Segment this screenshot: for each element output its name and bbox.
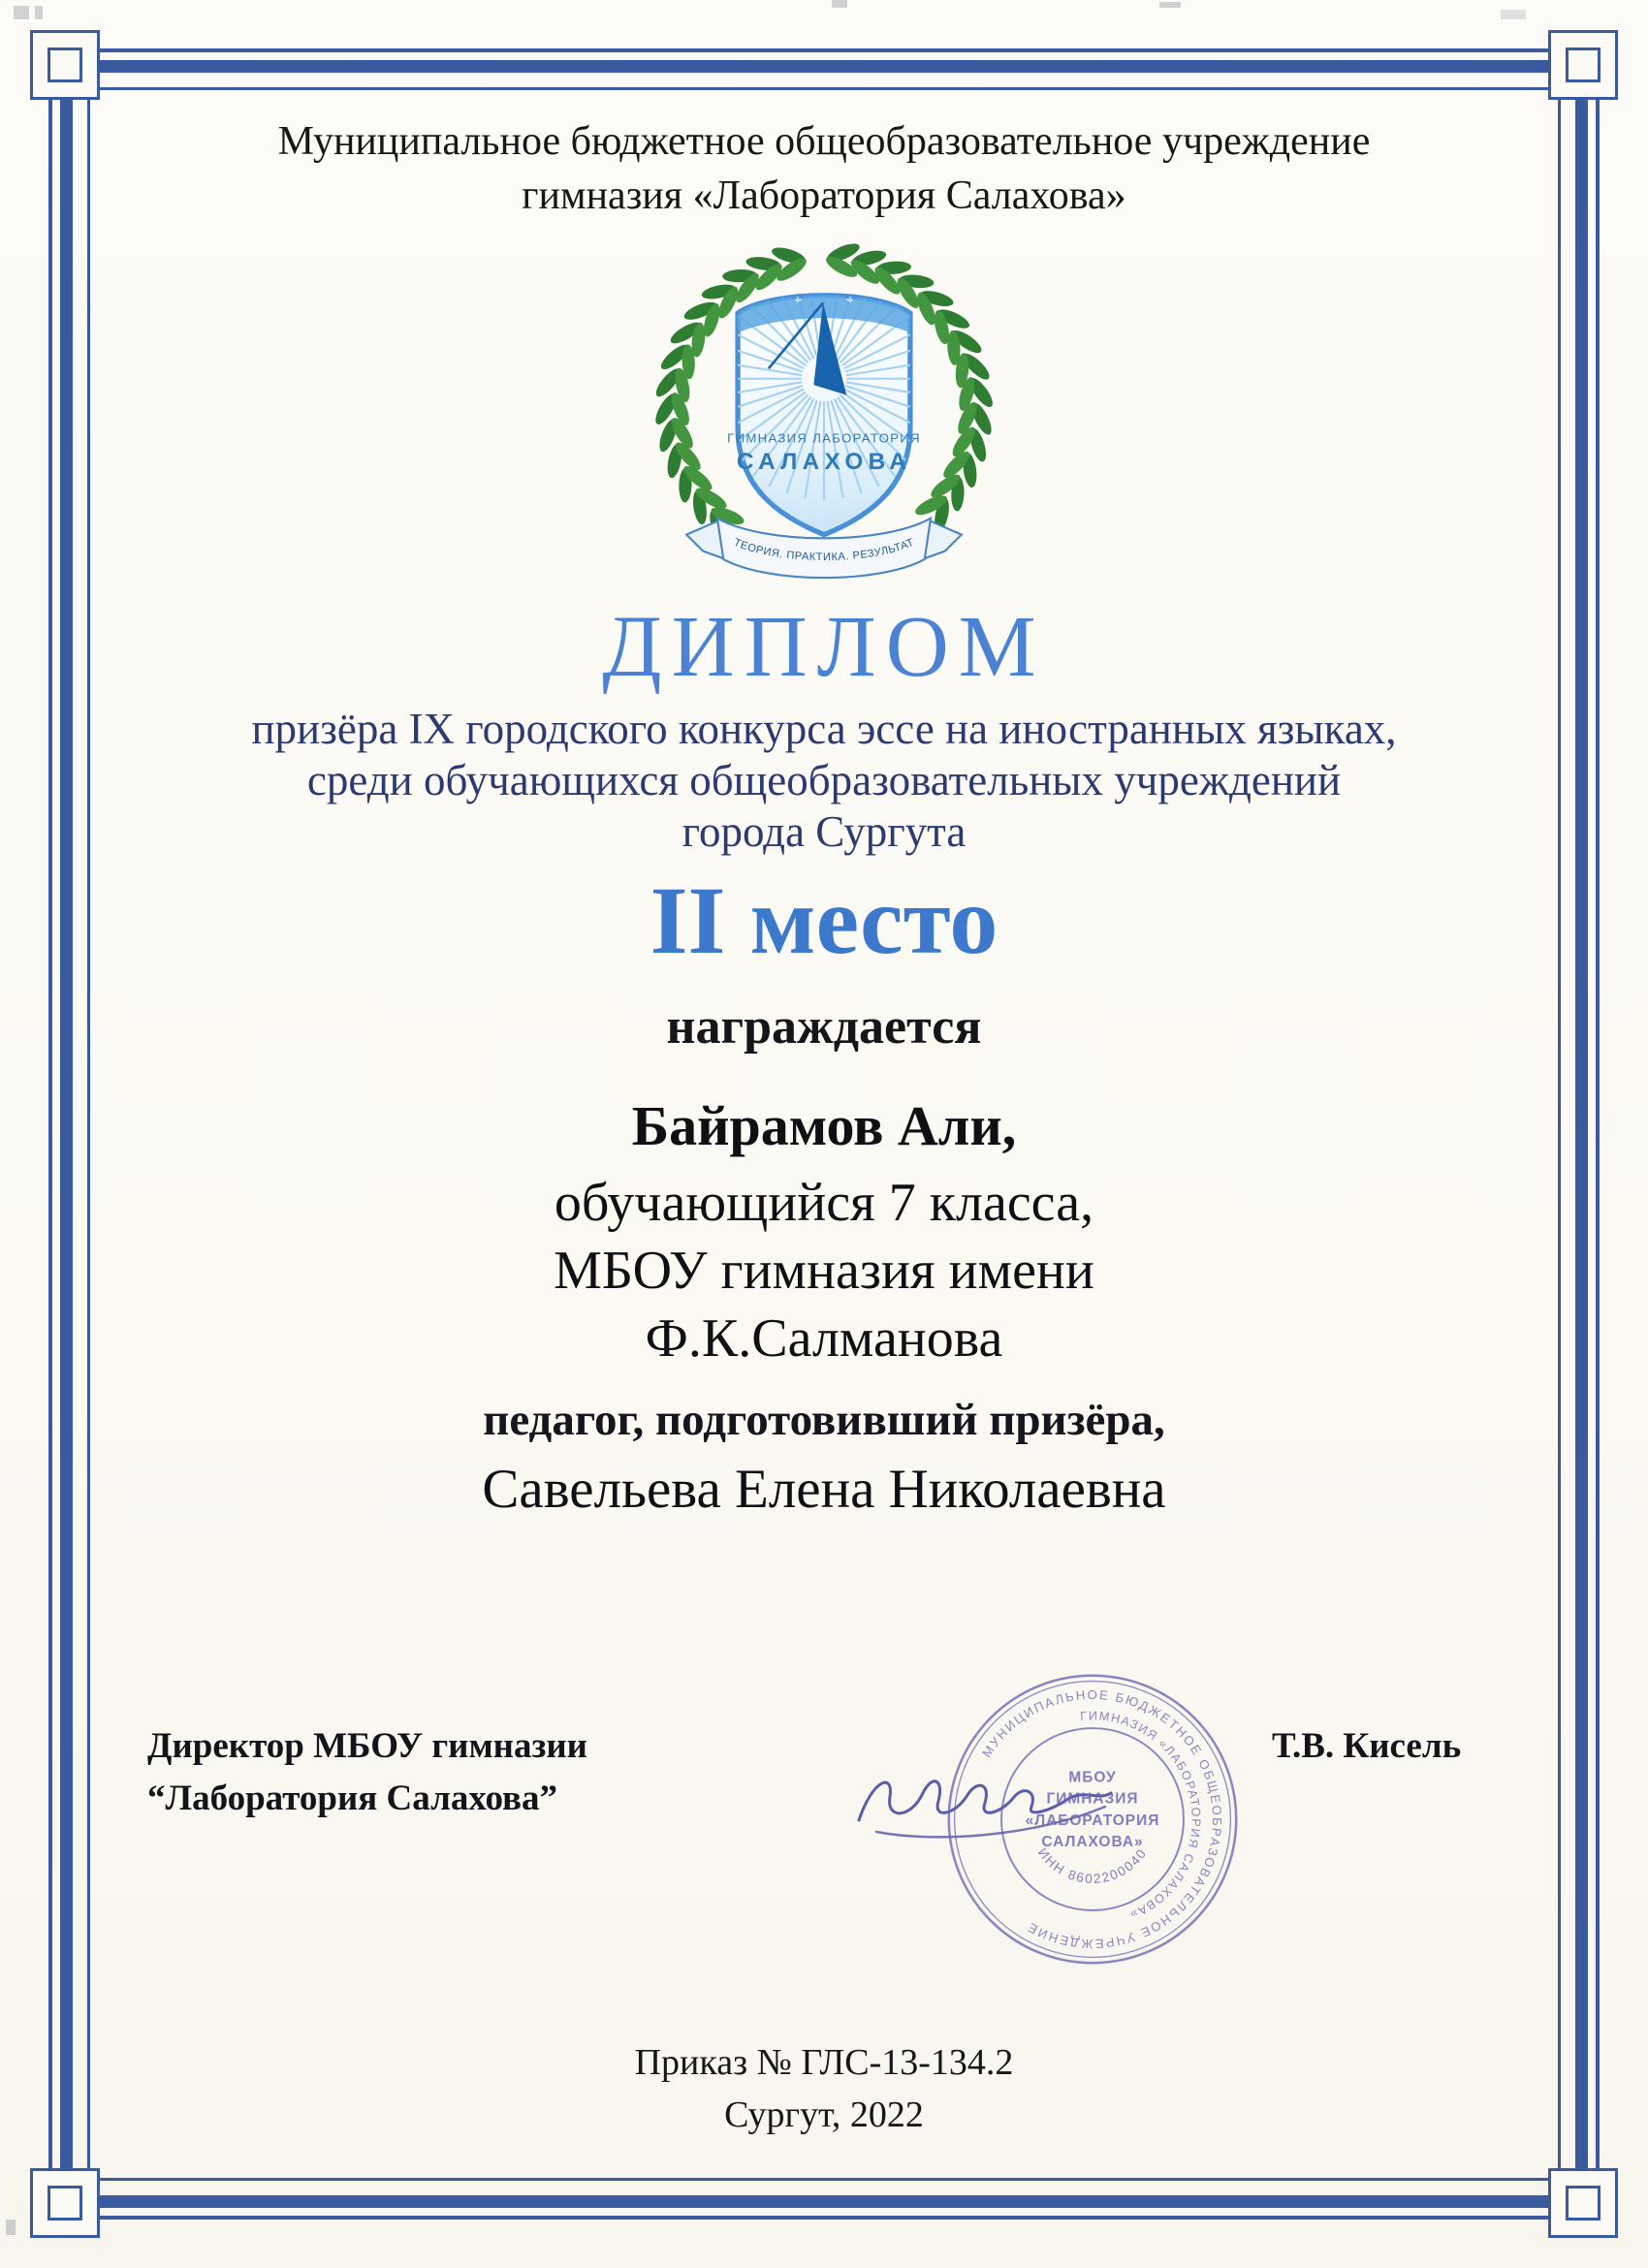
city-year: Сургут, 2022 bbox=[724, 2095, 924, 2135]
school-emblem-logo bbox=[618, 225, 1030, 594]
place-label: II место bbox=[650, 866, 998, 974]
institution-name-line1: Муниципальное бюджетное общеобразовательное учреждение bbox=[277, 119, 1371, 164]
corner-ornament-bottom-left bbox=[30, 2168, 100, 2238]
teacher-name: Савельева Елена Николаевна bbox=[482, 1459, 1166, 1520]
stamp-center-line: САЛАХОВА» bbox=[1041, 1834, 1144, 1851]
director-title-line2: “Лаборатория Салахова” bbox=[147, 1779, 558, 1818]
stamp-ring-text2: ГИМНАЗИЯ «ЛАБОРАТОРИЯ САЛАХОВА» bbox=[1079, 1709, 1203, 1922]
stamp-center-line: МБОУ bbox=[1068, 1769, 1117, 1786]
emblem-motto-text: ТЕОРИЯ. ПРАКТИКА. РЕЗУЛЬТАТ bbox=[732, 536, 916, 564]
recipient-details bbox=[0, 1169, 1648, 1372]
scan-artifact bbox=[1501, 10, 1526, 19]
order-number: Приказ № ГЛС-13-134.2 bbox=[634, 2042, 1014, 2083]
recipient-name: Байрамов Али, bbox=[631, 1094, 1017, 1157]
awarded-label: награждается bbox=[666, 999, 982, 1055]
scan-artifact bbox=[1159, 2, 1181, 8]
scan-artifact bbox=[35, 6, 43, 19]
scan-artifact bbox=[832, 0, 847, 8]
recipient-detail-line: обучающийся 7 класса, bbox=[554, 1173, 1094, 1233]
scan-artifact bbox=[14, 6, 29, 19]
official-stamp bbox=[942, 1669, 1243, 1969]
stamp-inn-text: ИНН 8602200040 bbox=[1034, 1844, 1151, 1887]
emblem-school-name: САЛАХОВА bbox=[736, 448, 912, 475]
diploma-title: ДИПЛОМ bbox=[602, 599, 1046, 695]
director-title-line1: Директор МБОУ гимназии bbox=[147, 1726, 587, 1766]
subtitle-line: среди обучающихся общеобразовательных учреждений bbox=[306, 756, 1342, 804]
recipient-detail-line: МБОУ гимназия имени bbox=[554, 1241, 1094, 1301]
subtitle-line: города Сургута bbox=[681, 807, 967, 856]
stamp-center-line: ГИМНАЗИЯ bbox=[1046, 1790, 1139, 1808]
recipient-detail-line: Ф.К.Салманова bbox=[645, 1308, 1003, 1369]
institution-name-line2: гимназия «Лаборатория Салахова» bbox=[522, 173, 1126, 218]
corner-ornament-top-left bbox=[30, 30, 100, 100]
teacher-label: педагог, подготовивший призёра, bbox=[483, 1395, 1165, 1445]
stamp-center-line: «ЛАБОРАТОРИЯ bbox=[1025, 1811, 1160, 1829]
diploma-subtitle bbox=[0, 704, 1648, 858]
corner-ornament-top-right bbox=[1548, 30, 1618, 100]
subtitle-line: призёра IX городского конкурса эссе на иностранных языках, bbox=[251, 705, 1397, 753]
director-name: Т.В. Кисель bbox=[1272, 1726, 1462, 1766]
corner-ornament-bottom-right bbox=[1548, 2168, 1618, 2238]
emblem-school-type: ГИМНАЗИЯ ЛАБОРАТОРИЯ bbox=[727, 430, 921, 446]
stamp-ring-text: МУНИЦИПАЛЬНОЕ БЮДЖЕТНОЕ ОБЩЕОБРАЗОВАТЕЛЬНОЕ УЧРЕЖДЕНИЕ bbox=[978, 1686, 1225, 1952]
scan-artifact bbox=[6, 2220, 16, 2235]
